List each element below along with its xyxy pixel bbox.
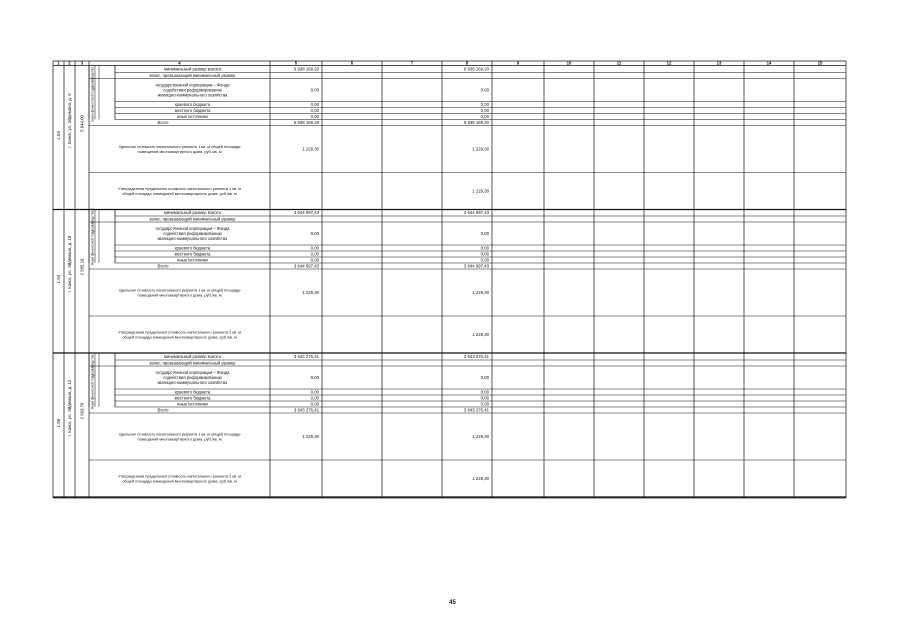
row-label-unit-cost: Удельная стоимость капитального ремонта 1 кв. м общей площади bbox=[118, 431, 241, 437]
row-label-min: минимальный размер взноса bbox=[164, 66, 221, 72]
value-col8: 0,00 bbox=[480, 102, 489, 107]
value-col5: 0,00 bbox=[310, 257, 319, 263]
row-label-total: Всего bbox=[157, 120, 169, 125]
value-col5: 0,00 bbox=[310, 375, 319, 380]
column-number-3: 3 bbox=[80, 60, 84, 66]
column-number-10: 10 bbox=[566, 60, 572, 66]
value-col8: 3 644 997,43 bbox=[463, 210, 489, 215]
financial-support-label: меры финансовой поддержки bbox=[90, 77, 95, 122]
column-number-15: 15 bbox=[817, 60, 823, 66]
row-label-limit-cost: Утвержденная предельная стоимость капитального ремонта 1 кв. м bbox=[118, 473, 241, 479]
owners-funds-label: средства с bbox=[90, 64, 95, 81]
value-col8: 0,00 bbox=[480, 108, 489, 113]
column-number-2: 2 bbox=[68, 60, 71, 66]
value-col5: 6 938 169,20 bbox=[293, 66, 319, 72]
row-label-fund: содействия реформированию bbox=[163, 231, 222, 236]
column-number-13: 13 bbox=[716, 60, 722, 66]
value-col5: 0,00 bbox=[310, 102, 319, 107]
column-number-6: 6 bbox=[350, 60, 354, 66]
row-label-unit-cost: помещений многоквартирного дома, руб./кв. м bbox=[137, 149, 222, 155]
value-col5: 0,00 bbox=[310, 231, 319, 236]
value-col8: 0,00 bbox=[480, 375, 489, 380]
page-number: 45 bbox=[449, 600, 456, 606]
value-col8: 0,00 bbox=[480, 245, 489, 251]
house-address: г. Канск, ул. Эйдемана, д. 12 bbox=[67, 379, 73, 437]
row-label-other: иные источники bbox=[177, 257, 208, 263]
value-col5: 0,00 bbox=[310, 251, 319, 257]
value-col5: 0,00 bbox=[310, 87, 319, 93]
value-col5: 0,00 bbox=[310, 401, 319, 407]
value-col8: 0,00 bbox=[480, 257, 489, 263]
row-label-other: иные источники bbox=[177, 401, 208, 407]
value-col8: 3 643 276,41 bbox=[463, 407, 489, 413]
row-label-unit-cost: помещений многоквартирного дома, руб./кв. м bbox=[137, 436, 222, 442]
value-col8: 0,00 bbox=[480, 395, 489, 401]
value-col8: 1 229,30 bbox=[472, 290, 489, 295]
house-number: 1.55 bbox=[56, 418, 62, 428]
value-col8: 0,00 bbox=[480, 114, 489, 119]
house-address: г. Канск, ул. Эйдемана, д. 10 bbox=[67, 235, 73, 293]
row-label-local: местного бюджета bbox=[174, 395, 211, 401]
value-col8: 3 643 276,41 bbox=[463, 354, 489, 359]
value-col5: 6 938 169,20 bbox=[293, 120, 319, 125]
value-col5: 1 229,30 bbox=[302, 434, 319, 439]
row-label-unit-cost: помещений многоквартирного дома, руб./кв. м bbox=[137, 292, 222, 298]
row-label-min: минимальный размер взноса bbox=[164, 354, 221, 359]
row-label-over: взнос, превышающий минимальный размер bbox=[149, 360, 236, 366]
column-number-5: 5 bbox=[294, 60, 298, 66]
value-col5: 0,00 bbox=[310, 245, 319, 251]
value-col5: 1 229,30 bbox=[302, 146, 319, 152]
value-col8: 0,00 bbox=[480, 87, 489, 93]
row-label-min: минимальный размер взноса bbox=[164, 210, 221, 215]
value-col8: 0,00 bbox=[480, 389, 489, 395]
row-label-fund: государственной корпорации – Фонда bbox=[155, 82, 230, 88]
house-area: 5 644,00 bbox=[79, 115, 85, 132]
row-label-local: местного бюджета bbox=[174, 251, 211, 257]
house-address: г. Канск, ул. Эйдемана, д. 9 bbox=[67, 93, 73, 148]
value-col8: 6 938 169,20 bbox=[463, 120, 489, 125]
financial-support-label: меры финансовой поддержки bbox=[90, 220, 95, 266]
row-label-limit-cost: Утвержденная предельная стоимость капитального ремонта 1 кв. м bbox=[118, 185, 241, 191]
row-label-limit-cost: общей площади помещений многоквартирного дома, руб./кв. м bbox=[122, 478, 237, 484]
value-col5: 3 644 997,43 bbox=[293, 263, 319, 269]
row-label-regional: краевого бюджета bbox=[174, 102, 211, 107]
column-number-1: 1 bbox=[57, 60, 60, 66]
house-number: 1.54 bbox=[56, 274, 62, 284]
owners-funds-label: средства с bbox=[90, 208, 95, 224]
value-col8: 1 229,30 bbox=[472, 476, 489, 481]
row-label-fund: жилищно-коммунального хозяйства bbox=[157, 380, 228, 386]
row-label-local: местного бюджета bbox=[174, 108, 211, 113]
row-label-limit-cost: общей площади помещений многоквартирного дома, руб./кв. м bbox=[122, 191, 237, 197]
house-number: 1.53 bbox=[56, 131, 62, 140]
column-number-7: 7 bbox=[410, 60, 414, 66]
row-label-regional: краевого бюджета bbox=[174, 389, 211, 395]
value-col8: 0,00 bbox=[480, 401, 489, 407]
row-label-limit-cost: Утвержденная предельная стоимость капитального ремонта 1 кв. м bbox=[118, 329, 241, 335]
column-number-12: 12 bbox=[666, 60, 672, 66]
row-label-fund: жилищно-коммунального хозяйства bbox=[157, 92, 228, 98]
value-col8: 0,00 bbox=[480, 251, 489, 257]
row-label-total: Всего bbox=[157, 407, 169, 413]
value-col5: 0,00 bbox=[310, 389, 319, 395]
row-label-regional: краевого бюджета bbox=[174, 245, 211, 251]
row-label-unit-cost: Удельная стоимость капитального ремонта 1 кв. м общей площади bbox=[118, 143, 241, 149]
row-label-fund: содействия реформированию bbox=[163, 87, 222, 93]
value-col5: 1 229,30 bbox=[302, 290, 319, 295]
row-label-fund: государственной корпорации – Фонда bbox=[155, 369, 230, 375]
house-area: 2 963,70 bbox=[79, 402, 85, 420]
value-col5: 3 643 276,41 bbox=[293, 407, 319, 413]
value-col8: 3 644 997,43 bbox=[463, 263, 489, 269]
row-label-over: взнос, превышающий минимальный размер bbox=[149, 73, 236, 78]
column-number-9: 9 bbox=[516, 60, 520, 66]
value-col8: 1 229,30 bbox=[472, 146, 489, 152]
value-col8: 1 229,30 bbox=[472, 332, 489, 337]
column-number-14: 14 bbox=[766, 60, 772, 66]
house-area: 2 965,10 bbox=[79, 258, 85, 276]
column-number-4: 4 bbox=[178, 60, 181, 66]
row-label-fund: содействия реформированию bbox=[163, 375, 222, 380]
financial-support-label: меры финансовой поддержки bbox=[90, 364, 95, 410]
row-label-over: взнос, превышающий минимальный размер bbox=[149, 216, 236, 222]
value-col8: 1 229,30 bbox=[472, 434, 489, 439]
row-label-fund: государственной корпорации – Фонда bbox=[155, 225, 230, 231]
row-label-unit-cost: Удельная стоимость капитального ремонта 1 кв. м общей площади bbox=[118, 287, 241, 293]
value-col8: 1 229,30 bbox=[472, 188, 489, 194]
row-label-fund: жилищно-коммунального хозяйства bbox=[157, 236, 228, 242]
value-col5: 0,00 bbox=[310, 108, 319, 113]
row-label-total: Всего bbox=[157, 263, 169, 269]
value-col5: 0,00 bbox=[310, 114, 319, 119]
row-label-other: иные источники bbox=[177, 114, 208, 119]
value-col8: 6 938 169,20 bbox=[463, 66, 489, 72]
column-number-8: 8 bbox=[465, 60, 469, 66]
value-col5: 3 643 276,41 bbox=[293, 354, 319, 359]
value-col5: 0,00 bbox=[310, 395, 319, 401]
owners-funds-label: средства с bbox=[90, 352, 95, 368]
value-col5: 3 644 997,43 bbox=[293, 210, 319, 215]
row-label-limit-cost: общей площади помещений многоквартирного дома, руб./кв. м bbox=[122, 334, 237, 340]
column-number-11: 11 bbox=[616, 60, 622, 66]
value-col8: 0,00 bbox=[480, 231, 489, 236]
